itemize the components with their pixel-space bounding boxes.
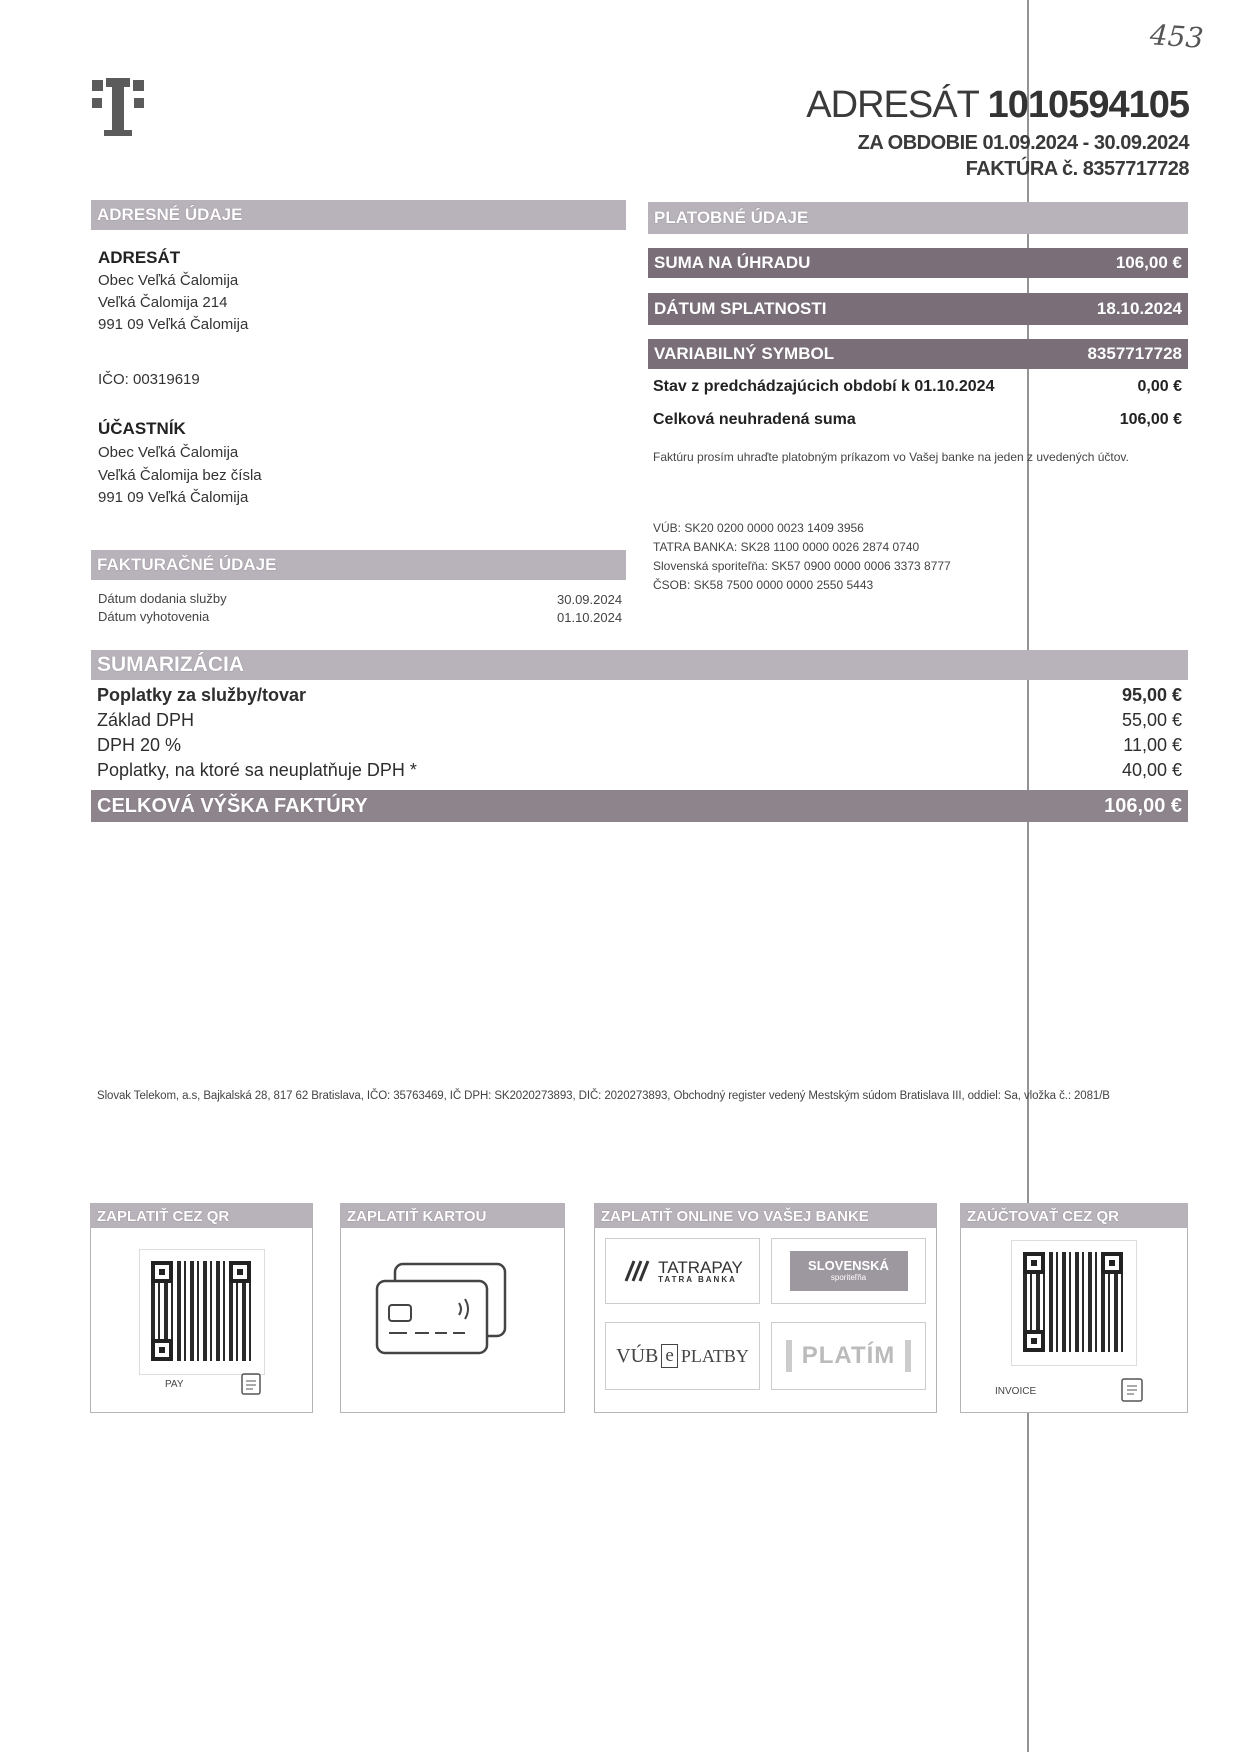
amount-due-bar: SUMA NA ÚHRADU 106,00 € [648,248,1188,278]
pay-online-box[interactable] [594,1203,937,1413]
billing-label: Dátum dodania služby [98,591,227,606]
invoice-number: FAKTÚRA č. 8357717728 [965,158,1189,180]
due-date-bar: DÁTUM SPLATNOSTI 18.10.2024 [648,293,1188,325]
previous-balance-label: Stav z predchádzajúcich období k 01.10.2024 [653,378,995,395]
previous-balance-value: 0,00 € [1137,378,1182,395]
participant-line: Obec Veľká Čalomija [98,444,239,461]
tatrapay-button[interactable]: TATRAPAY TATRA BANKA [605,1238,760,1304]
platim-button[interactable]: PLATÍM [771,1322,926,1390]
addressee-line: 991 09 Veľká Čalomija [98,316,249,333]
telekom-logo-icon [92,78,144,138]
addressee-line: Veľká Čalomija 214 [98,294,228,311]
participant-line: Veľká Čalomija bez čísla [98,467,262,484]
billing-label: Dátum vyhotovenia [98,609,210,624]
due-date-value: 18.10.2024 [1096,299,1182,318]
summary-row: Základ DPH 55,00 € [97,710,1182,730]
billing-period: ZA OBDOBIE 01.09.2024 - 30.09.2024 [857,132,1189,154]
pay-qr-box[interactable] [90,1203,313,1413]
invoice-total-value: 106,00 € [1104,794,1182,817]
pay-qr-header: ZAPLATIŤ CEZ QR [91,1204,312,1228]
ico-value: IČO: 00319619 [98,371,200,388]
tatrapay-logo-icon [622,1259,650,1283]
variable-symbol-value: 8357717728 [1087,344,1182,363]
summary-section-header: SUMARIZÁCIA [91,650,1188,680]
credit-card-icon [371,1259,511,1359]
vub-eplatby-button[interactable]: VÚB e PLATBY [605,1322,760,1390]
handwritten-note: 453 [1148,18,1205,55]
pay-qr-caption: PAY [165,1379,184,1390]
pay-card-box[interactable] [340,1203,565,1413]
pay-qr-frame [139,1249,265,1375]
document-icon [1121,1378,1143,1402]
bank-account-csob: ČSOB: SK58 7500 0000 0000 2550 5443 [653,578,874,592]
summary-row: Poplatky za služby/tovar 95,00 € [97,685,1182,705]
addressee-number-title: ADRESÁT 1010594105 [806,84,1189,126]
participant-label: ÚČASTNÍK [98,419,186,438]
payment-instruction: Faktúru prosím uhraďte platobným príkazom vo Vašej banke na jeden z uvedených účtov. [653,450,1129,464]
payment-section-header: PLATOBNÉ ÚDAJE [648,202,1188,234]
bank-account-vub: VÚB: SK20 0200 0000 0023 1409 3956 [653,521,864,535]
pay-card-header: ZAPLATIŤ KARTOU [341,1204,564,1228]
company-footer: Slovak Telekom, a.s, Bajkalská 28, 817 62 Bratislava, IČO: 35763469, IČ DPH: SK2020273893, DIČ: 2020273893, Obchodný register vedený Mestským súdom Bratislava III, oddiel: Sa, vložka č.: 2081/B [97,1090,1110,1102]
invoice-qr-frame [1011,1240,1137,1366]
billing-value: 01.10.2024 [557,610,623,625]
amount-due-value: 106,00 € [1115,253,1182,272]
slsp-button[interactable]: SLOVENSKÁ sporiteľňa [771,1238,926,1304]
total-unpaid-label: Celková neuhradená suma [653,411,856,428]
billing-value: 30.09.2024 [557,592,623,607]
invoice-qr-caption: INVOICE [995,1386,1037,1397]
invoice-qr-header: ZAÚČTOVAŤ CEZ QR [961,1204,1187,1228]
bank-account-tatra: TATRA BANKA: SK28 1100 0000 0026 2874 0740 [653,540,920,554]
billing-section-header: FAKTURAČNÉ ÚDAJE [91,550,626,580]
participant-line: 991 09 Veľká Čalomija [98,489,249,506]
total-unpaid-value: 106,00 € [1119,411,1182,428]
addressee-label: ADRESÁT [98,248,181,267]
pay-online-header: ZAPLATIŤ ONLINE VO VAŠEJ BANKE [595,1204,936,1228]
bank-account-slsp: Slovenská sporiteľňa: SK57 0900 0000 0006 3373 8777 [653,559,951,573]
invoice-qr-box[interactable] [960,1203,1188,1413]
document-icon [241,1373,261,1395]
summary-row: Poplatky, na ktoré sa neuplatňuje DPH * 40,00 € [97,760,1182,780]
invoice-total-bar: CELKOVÁ VÝŠKA FAKTÚRY 106,00 € [91,790,1188,822]
variable-symbol-bar: VARIABILNÝ SYMBOL 8357717728 [648,339,1188,369]
address-section-header: ADRESNÉ ÚDAJE [91,200,626,230]
addressee-line: Obec Veľká Čalomija [98,272,239,289]
summary-row: DPH 20 % 11,00 € [97,735,1182,755]
